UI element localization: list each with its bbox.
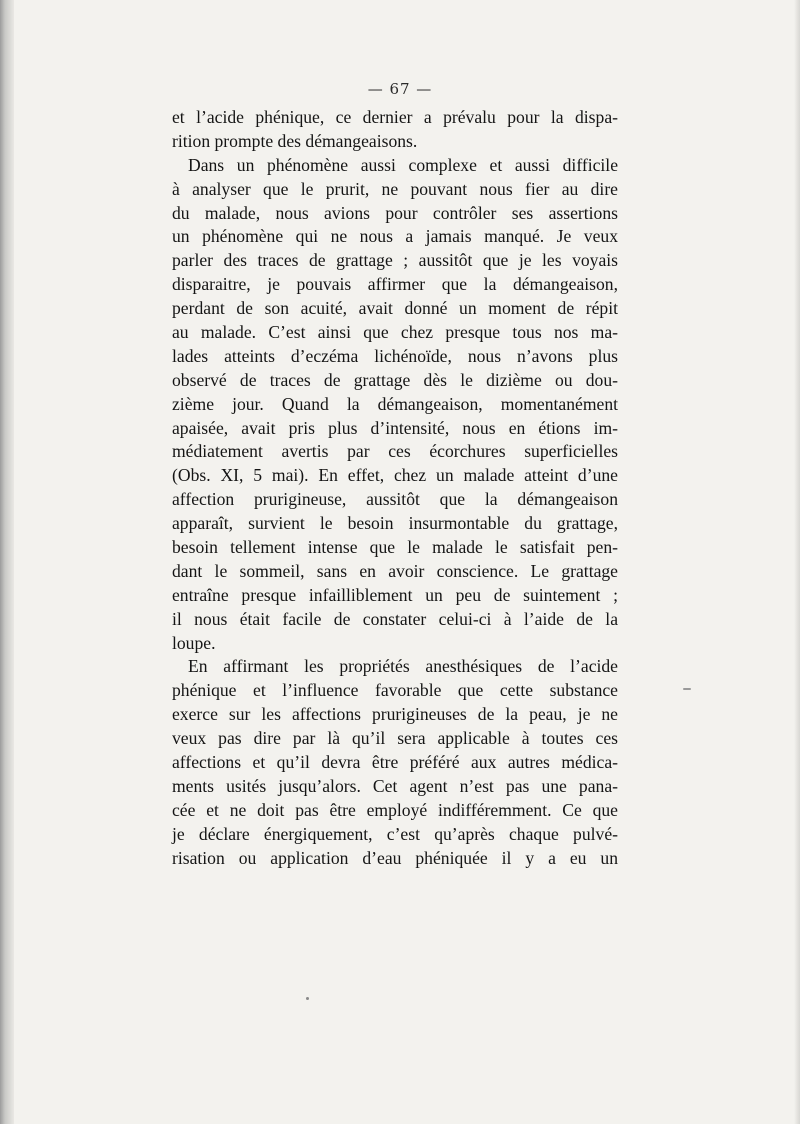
text-line: rition prompte des démangeaisons. <box>172 130 418 151</box>
text-line: Dans un phénomène aussi complexe et aussi difficile <box>188 154 618 175</box>
text-line: médiatement avertis par ces écorchures superficielles <box>172 441 618 462</box>
text-line: entraîne presque infailliblement un peu de suintement ; <box>172 584 618 605</box>
text-line: zième jour. Quand la démangeaison, momentanément <box>172 393 618 414</box>
text-line: besoin tellement intense que le malade le satisfait pen- <box>172 537 618 558</box>
text-line: il nous était facile de constater celui-ci à l’aide de la <box>172 608 618 629</box>
text-line: phénique et l’influence favorable que cette substance <box>172 680 618 701</box>
text-line: exerce sur les affections prurigineuses de la peau, je ne <box>172 704 618 725</box>
paper-speck <box>306 997 309 1000</box>
text-line: au malade. C’est ainsi que chez presque tous nos ma- <box>172 322 618 343</box>
text-line: du malade, nous avions pour contrôler ses assertions <box>172 202 618 223</box>
text-line: lades atteints d’eczéma lichénoïde, nous n’avons plus <box>172 345 618 366</box>
text-line: affection prurigineuse, aussitôt que la démangeaison <box>172 489 618 510</box>
text-line: observé de traces de grattage dès le dizième ou dou- <box>172 369 618 390</box>
text-line: apparaît, survient le besoin insurmontable du grattage, <box>172 513 618 534</box>
text-line: perdant de son acuité, avait donné un moment de répit <box>172 298 618 319</box>
page-number: — 67 — <box>367 80 433 98</box>
text-line: à analyser que le prurit, ne pouvant nous fier au dire <box>172 178 618 199</box>
text-line: apaisée, avait pris plus d’intensité, nous en étions im- <box>172 417 618 438</box>
text-line: (Obs. XI, 5 mai). En effet, chez un malade atteint d’une <box>172 465 618 486</box>
text-line: risation ou application d’eau phéniquée il y a eu un <box>172 847 618 868</box>
text-line: je déclare énergiquement, c’est qu’après chaque pulvé- <box>172 823 618 844</box>
paper-speck <box>683 688 691 690</box>
text-line: affections et qu’il devra être préféré aux autres médica- <box>172 752 618 773</box>
text-line: ments usités jusqu’alors. Cet agent n’est pas une pana- <box>172 775 618 796</box>
page-edge-right <box>794 0 800 1124</box>
text-line: loupe. <box>172 632 216 653</box>
text-line: dant le sommeil, sans en avoir conscience. Le grattage <box>172 560 618 581</box>
page-edge-shadow <box>0 0 14 1124</box>
text-line: un phénomène qui ne nous a jamais manqué. Je veux <box>172 226 618 247</box>
text-line: En affirmant les propriétés anesthésiques de l’acide <box>188 656 618 677</box>
text-line: et l’acide phénique, ce dernier a prévalu pour la dispa- <box>172 107 618 127</box>
text-line: parler des traces de grattage ; aussitôt que je les voyais <box>172 250 618 271</box>
text-line: disparaitre, je pouvais affirmer que la démangeaison, <box>172 274 618 295</box>
text-line: veux pas dire par là qu’il sera applicable à toutes ces <box>172 728 618 749</box>
text-line: cée et ne doit pas être employé indifféremment. Ce que <box>172 799 618 820</box>
body-text <box>172 106 618 871</box>
